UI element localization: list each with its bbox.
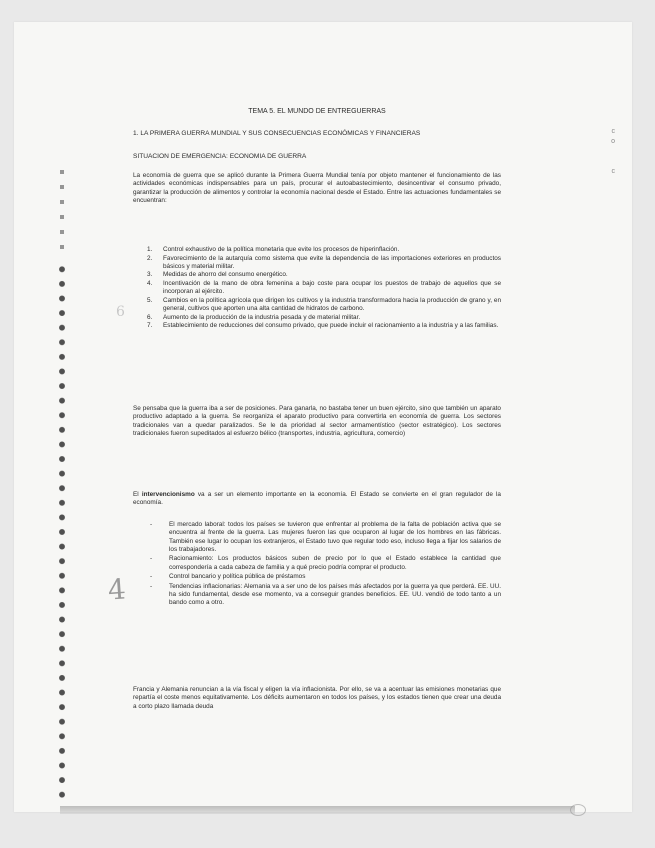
handwritten-margin-number: 4 [106, 572, 127, 607]
bleed-through-char: c [611, 128, 615, 135]
binding-holes [57, 262, 67, 802]
list-number: 2. [147, 254, 153, 262]
document-title: TEMA 5. EL MUNDO DE ENTREGUERRAS [248, 108, 386, 115]
bullet-dash: - [150, 573, 153, 581]
bullet-text: El mercado laboral: todos los países se tuvieron que enfrentar al problema de la falta de población activa que se encuentra al frente de la guerra. Las mujeres fueron las que ocuparon al lugar de los hombres en las fábricas. También ese lugar lo ocupan los extranjeros, el Estado tuvo que regular todo eso, incluso llega a fijar los salarios de los trabajadores. [169, 521, 501, 553]
list-number: 6. [147, 313, 153, 321]
bullet-dash: - [150, 582, 153, 590]
list-item [133, 314, 501, 322]
list-number: 1. [147, 246, 153, 253]
list-item [133, 322, 501, 330]
list-item-text: Medidas de ahorro del consumo energético. [163, 271, 288, 279]
bullet-dash: - [150, 521, 153, 528]
paragraph [133, 491, 501, 508]
list-number: 5. [147, 296, 153, 304]
paragraph-rest: va a ser un elemento importante en la economía. El Estado se convierte en el gran regulador de la economía. [133, 491, 501, 507]
list-item [133, 255, 501, 272]
list-item-text: Control exhaustivo de la política monetaria que evite los procesos de hiperinflación. [163, 246, 400, 253]
list-item-text: Favorecimiento de la autarquía como sistema que evite la dependencia de las importaciones exteriores en productos básicos y material militar. [163, 254, 501, 270]
list-item [133, 246, 501, 254]
list-item-text: Incentivación de la mano de obra femenina a bajo coste para ocupar los puestos de trabajo de aquellos que se incorporan al ejército. [163, 280, 501, 296]
intro-paragraph: La economía de guerra que se aplicó durante la Primera Guerra Mundial tenía por objeto mantener el funcionamiento de las actividades económicas indispensables para un país, procurar el autoabastecimiento, desincentivar el consumo privado, garantizar la producción de alimentos y controlar la economía nacional desde el Estado. Entre las actuaciones fundamentales se encuentran: [133, 172, 501, 204]
bleed-through-char: o [611, 138, 615, 145]
faint-margin-mark: 6 [116, 304, 125, 320]
paragraph-prefix: El [133, 491, 142, 498]
bullet-item [133, 583, 501, 608]
bullet-item [133, 573, 501, 581]
bold-term: intervencionismo [141, 491, 195, 498]
paragraph: Francia y Alemania renuncian a la vía fiscal y eligen la vía inflacionista. Por ello, se va a acentuar las emisiones monetarias que repartía el coste menos equitativamente. Los déficits aumentaron en todos los países, y los estados tienen que crear una deuda a corto plazo llamada deuda [133, 686, 501, 710]
paragraph: Se pensaba que la guerra iba a ser de posiciones. Para ganarla, no bastaba tener un buen ejército, sino que también un aparato productivo adaptado a la guerra. Se reorganiza el aparato productivo para convertirla en economía de guerra. Los sectores tradicionales van a quedar paralizados. Se le da prioridad al sector armamentístico (sector estratégico). Los sectores tradicionales fueron supeditados al esfuerzo bélico (transportes, industria, agricultura, comercio) [133, 405, 501, 437]
list-number: 3. [147, 271, 153, 279]
list-item [133, 271, 501, 279]
page-edge-shadow [60, 806, 575, 814]
bullet-list [133, 521, 501, 609]
binding-ticks [60, 170, 64, 260]
subsection-heading: SITUACION DE EMERGENCIA: ECONOMIA DE GUERRA [133, 153, 307, 160]
list-item-text: Aumento de la producción de la industria pesada y de material militar. [163, 313, 361, 321]
bullet-text: Racionamiento: Los productos básicos suben de precio por lo que el Estado establece la cantidad que correspondería a cada cabeza de familia y a qué precio podría comprar el producto. [169, 555, 501, 571]
list-item [133, 297, 501, 314]
list-number: 7. [147, 322, 153, 330]
corner-stamp [570, 804, 586, 816]
bullet-text: Tendencias inflacionarias: Alemania va a ser uno de los países más afectados por la guerra ya que perderá. EE. UU. ha sido fundamental, desde ese momento, va a conseguir grandes beneficios. EE. UU. vendió de todo tanto a un bando como a otro. [169, 582, 501, 607]
list-item-text: Cambios en la política agrícola que dirigen los cultivos y la industria transformadora hacia la producción de grano y, en general, cultivos que aporten una alta cantidad de hidratos de carbono. [163, 296, 501, 313]
list-number: 4. [147, 280, 153, 288]
bullet-item [133, 555, 501, 572]
numbered-list [133, 246, 501, 331]
section-heading: 1. LA PRIMERA GUERRA MUNDIAL Y SUS CONSECUENCIAS ECONÓMICAS Y FINANCIERAS [133, 130, 421, 137]
bullet-item [133, 521, 501, 554]
bullet-text: Control bancario y política pública de préstamos [169, 573, 306, 581]
list-item-text: Establecimiento de reducciones del consumo privado, que puede incluir el racionamiento a la industria y a las familias. [163, 322, 499, 330]
list-item [133, 280, 501, 297]
bullet-dash: - [150, 555, 153, 563]
bleed-through-char: c [611, 168, 615, 175]
